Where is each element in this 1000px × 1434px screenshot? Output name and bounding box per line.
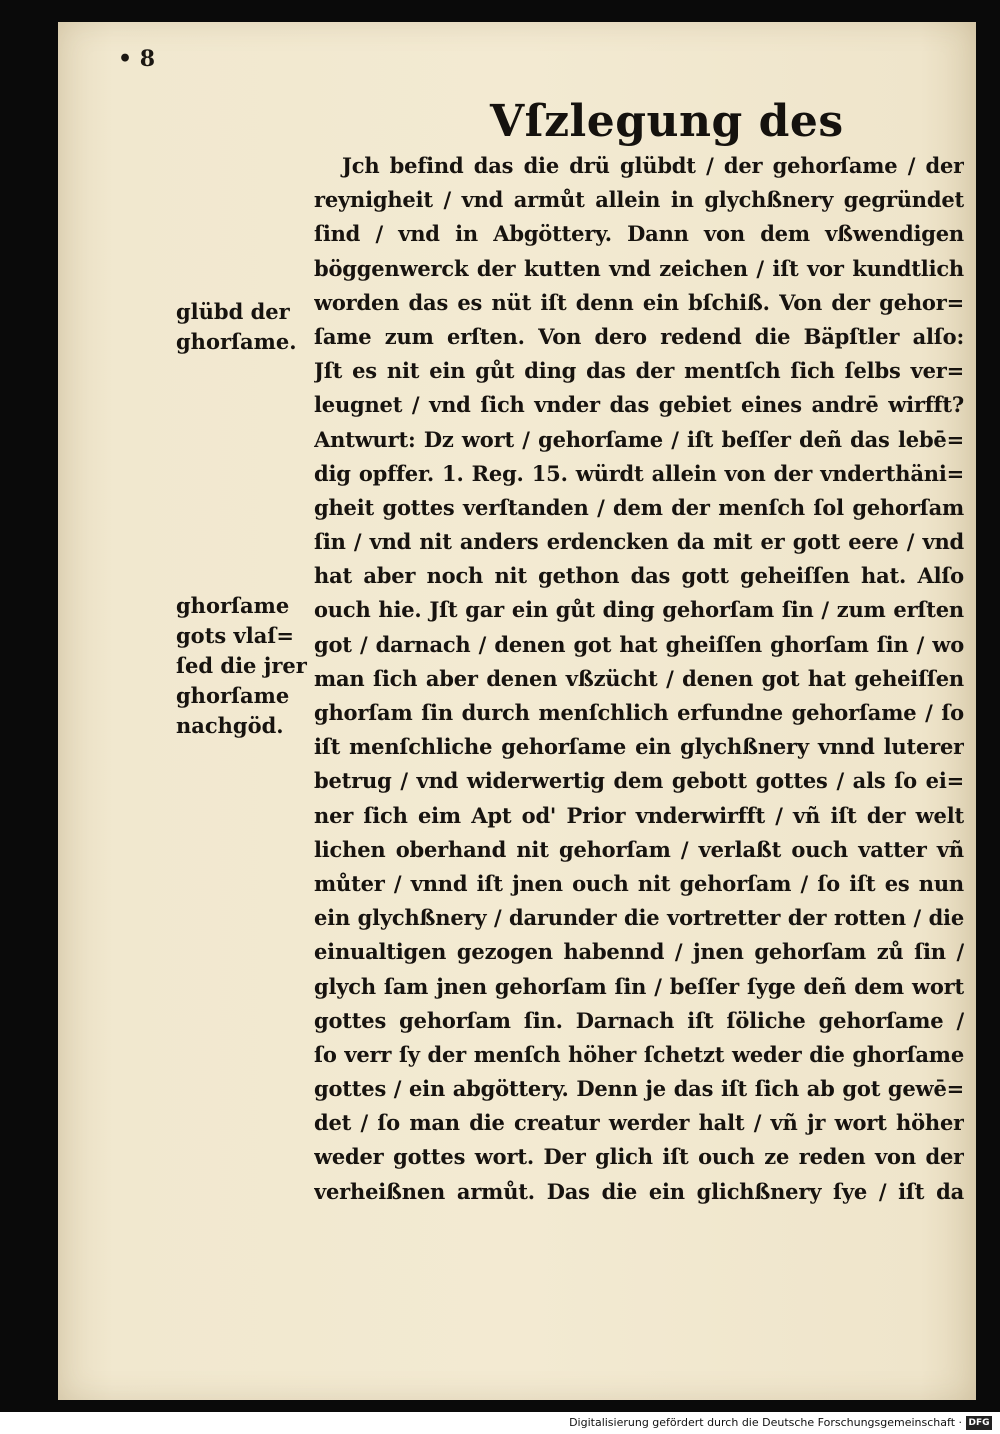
text-line: gheit gottes verſtanden / dem der menſch ſol gehorſam	[314, 494, 964, 520]
text-line: ſo verr ſy der menſch höher ſchetzt weder die ghorſame	[314, 1041, 964, 1067]
text-line: gottes gehorſam ſin. Darnach iſt ſöliche gehorſame /	[314, 1007, 964, 1033]
text-line: man ſich aber denen vßzücht / denen got hat geheiſſen	[314, 665, 964, 691]
text-line: det / ſo man die creatur werder halt / vñ jr wort höher	[314, 1110, 964, 1136]
text-line: worden das es nüt iſt denn ein bſchiß. Von der gehor=	[314, 289, 964, 315]
body-text	[314, 149, 964, 1209]
text-line: lichen oberhand nit gehorſam / verlaßt ouch vatter vñ	[314, 836, 964, 862]
text-line: ouch hie. Jſt gar ein gůt ding gehorſam ſin / zum erſten	[314, 597, 964, 623]
text-line: Jſt es nit ein gůt ding das der mentſch ſich ſelbs ver=	[314, 358, 964, 384]
text-line: glych ſam jnen gehorſam ſin / beſſer ſyge deñ dem wort	[314, 973, 964, 999]
text-line: ſind / vnd in Abgöttery. Dann von dem vßwendigen	[314, 221, 964, 247]
margin-note-line: ghorſame	[176, 683, 290, 708]
margin-note-line: gots vlaſ=	[176, 623, 294, 648]
text-line: böggenwerck der kutten vnd zeichen / iſt vor kundtlich	[314, 255, 964, 281]
text-line: verheißnen armůt. Das die ein glichßnery ſye / iſt da	[314, 1178, 964, 1204]
text-line: dig opffer. 1. Reg. 15. würdt allein von der vnderthäni=	[314, 460, 964, 486]
text-line: got / darnach / denen got hat gheiſſen ghorſam ſin / wo	[314, 631, 964, 657]
margin-note-line: ſed die jrer	[176, 653, 307, 678]
text-line: ghorſam ſin durch menſchlich erfundne gehorſame / ſo	[314, 700, 964, 725]
text-line: gottes / ein abgöttery. Denn je das iſt ſich ab got gewē=	[314, 1076, 964, 1102]
text-line: hat aber noch nit gethon das gott geheiſſen hat. Alſo	[314, 563, 964, 589]
margin-note-line: glübd der	[176, 299, 290, 324]
page-mark: • 8	[118, 46, 156, 72]
margin-note-line: ghorſame.	[176, 329, 297, 354]
text-line: můter / vnnd iſt jnen ouch nit gehorſam / ſo iſt es nun	[314, 870, 964, 896]
funding-credit: Digitalisierung gefördert durch die Deutsche Forschungsgemeinschaft ·	[569, 1416, 962, 1429]
margin-note-gods-obedience	[176, 591, 310, 741]
text-line: Antwurt: Dz wort / gehorſame / iſt beſſer deñ das lebē=	[314, 426, 964, 452]
margin-note-line: ghorſame	[176, 593, 290, 618]
text-line: weder gottes wort. Der glich iſt ouch ze reden von der	[314, 1144, 964, 1170]
margin-note-obedience	[176, 297, 310, 357]
text-line: ner ſich eim Apt od' Prior vnderwirfft / vñ iſt der welt	[314, 802, 964, 828]
margin-note-line: nachgöd.	[176, 713, 284, 738]
running-head: Vſzlegung des	[490, 96, 844, 147]
text-line: leugnet / vnd ſich vnder das gebiet eines andrē wirfft?	[314, 392, 964, 418]
text-line: reynigheit / vnd armůt allein in glychßnery gegründet	[314, 187, 964, 213]
dfg-logo: DFG	[966, 1416, 992, 1430]
text-line: Jch befind das die drü glübdt / der gehorſame / der	[342, 153, 964, 178]
text-line: einualtigen gezogen habennd / jnen gehorſam zů ſin /	[314, 939, 964, 965]
footer-bar	[0, 1412, 1000, 1434]
text-line: ein glychßnery / darunder die vortretter der rotten / die	[314, 905, 964, 931]
text-line: ſame zum erſten. Von dero redend die Bäpſtler alſo:	[314, 323, 964, 349]
text-line: ſin / vnd nit anders erdencken da mit er gott eere / vnd	[314, 529, 964, 555]
text-line: iſt menſchliche gehorſame ein glychßnery vnnd luterer	[314, 734, 964, 760]
text-line: betrug / vnd widerwertig dem gebott gottes / als ſo ei=	[314, 768, 964, 794]
